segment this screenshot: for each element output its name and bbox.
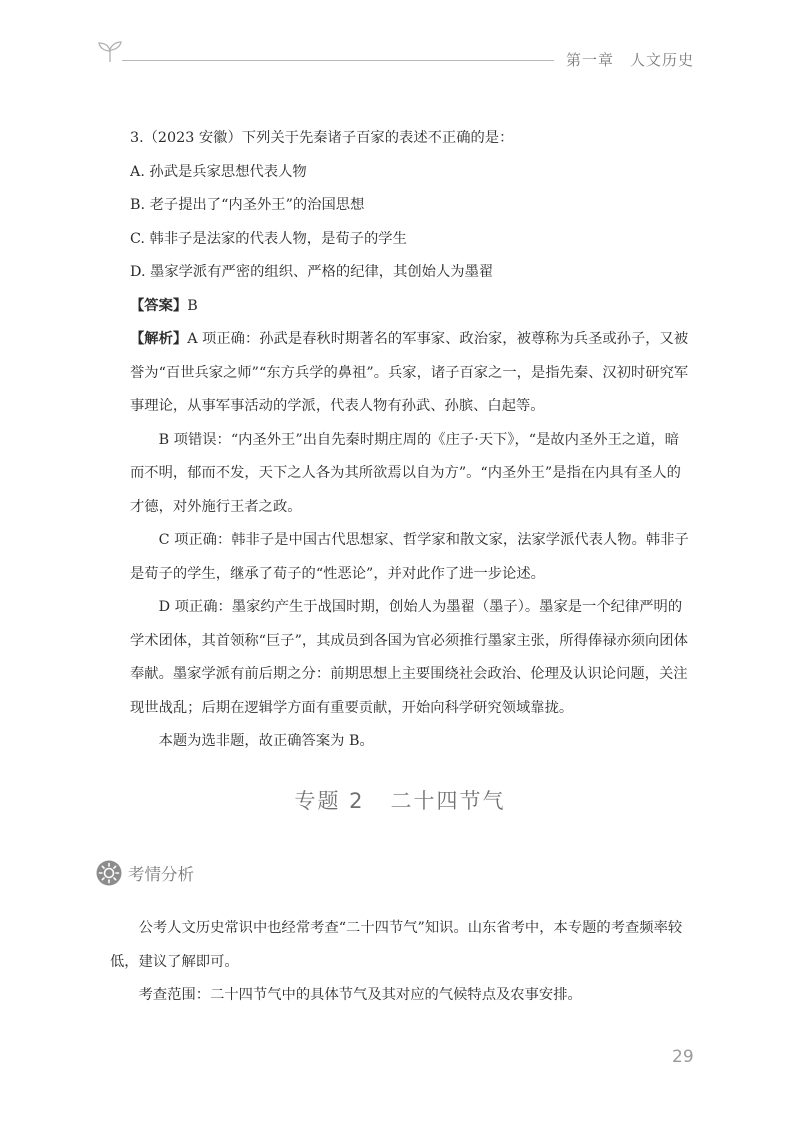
analysis-label: 【解析】 (130, 331, 188, 347)
chapter-label: 第一章 (566, 51, 615, 69)
sprout-icon (96, 38, 124, 64)
option-d: D. 墨家学派有严密的组织、严格的纪律，其创始人为墨翟 (130, 264, 494, 280)
analysis-b: B 项错误：“内圣外王”出自先秦时期庄周的《庄子·天下》，“是故内圣外王之道，暗而不明，郁而不发，天下之人各为其所欲焉以自为方”。“内圣外王”是指在内具有圣人的才德，对外施行王者之政。 (130, 431, 681, 515)
sun-icon (96, 860, 122, 886)
intro-block (110, 912, 692, 1013)
answer-label: 【答案】 (130, 297, 188, 314)
page-header (0, 0, 800, 80)
question-stem: 3.（2023 安徽）下列关于先秦诸子百家的表述不正确的是： (130, 130, 514, 146)
section-name: 二十四节气 (390, 789, 506, 813)
conclusion: 本题为选非题，故正确答案为 B。 (158, 733, 374, 749)
analysis-d: D 项正确：墨家约产生于战国时期，创始人为墨翟（墨子）。墨家是一个纪律严明的学术团体，其首领称“巨子”，其成员到各国为官必须推行墨家主张，所得俸禄亦须向团体奉献。墨家学派有前后期之分：前期思想上主要围绕社会政治、伦理及认识论问题，关注现世战乱；后期在逻辑学方面有重要贡献，开始向科学研究领域靠拢。 (130, 599, 688, 716)
chapter-title: 人文历史 (630, 51, 695, 69)
option-a: A. 孙武是兵家思想代表人物 (130, 163, 307, 180)
section-title (0, 785, 800, 815)
analysis-a-text: A 项正确：孙武是春秋时期著名的军事家、政治家，被尊称为兵圣或孙子，又被誉为“百世兵家之师”“东方兵学的鼻祖”。兵家，诸子百家之一，是指先秦、汉初时研究军事理论，从事军事活动的学派，代表人物有孙武、孙膑、白起等。 (130, 331, 689, 414)
intro-paragraph-2: 考查范围：二十四节气中的具体节气及其对应的气候特点及农事安排。 (138, 987, 582, 1003)
subhead (96, 860, 194, 886)
intro-paragraph-1: 公考人文历史常识中也经常考查“二十四节气”知识。山东省考中，本专题的考查频率较低，建议了解即可。 (110, 920, 683, 970)
header-rule (122, 60, 554, 61)
subhead-title: 考情分析 (128, 865, 194, 884)
answer-value: B (187, 297, 198, 314)
analysis-a (130, 323, 690, 424)
option-c: C. 韩非子是法家的代表人物，是荀子的学生 (130, 230, 407, 247)
answer-line (130, 290, 690, 324)
page-number: 29 (672, 1047, 694, 1067)
analysis-c: C 项正确：韩非子是中国古代思想家、哲学家和散文家，法家学派代表人物。韩非子是荀子的学生，继承了荀子的“性恶论”，并对此作了进一步论述。 (130, 532, 689, 582)
question-block (130, 122, 690, 759)
section-number: 专题 2 (294, 789, 365, 813)
running-title (566, 49, 710, 70)
option-b: B. 老子提出了“内圣外王”的治国思想 (130, 197, 365, 213)
